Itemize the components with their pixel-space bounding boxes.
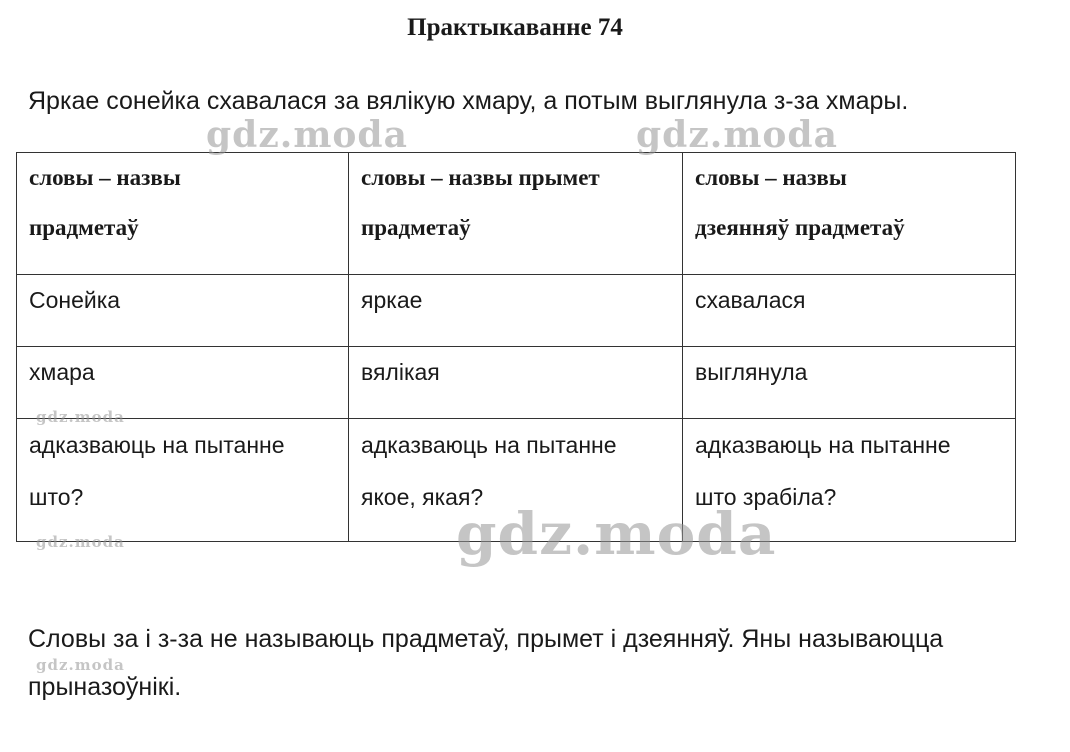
cell-text: адказваюць на пытанне <box>695 432 951 458</box>
cell-text: якое, якая? <box>361 484 484 510</box>
header-line: словы – назвы прымет <box>361 165 600 190</box>
header-line: прадметаў <box>361 215 471 240</box>
cell-text: яркае <box>361 287 423 313</box>
header-cell-adjectives <box>349 153 683 275</box>
watermark: gdz.moda <box>36 656 125 674</box>
table-cell <box>17 419 349 542</box>
cell-text: што? <box>29 484 84 510</box>
table-cell <box>683 419 1016 542</box>
table-row <box>17 419 1016 542</box>
header-line: дзеянняў прадметаў <box>695 215 905 240</box>
watermark: gdz.moda <box>636 114 838 156</box>
table-cell <box>17 275 349 347</box>
table-cell <box>349 419 683 542</box>
watermark: gdz.moda <box>36 408 125 426</box>
table-row <box>17 275 1016 347</box>
word-table <box>16 152 1016 542</box>
header-cell-verbs <box>683 153 1016 275</box>
header-cell-nouns <box>17 153 349 275</box>
table-cell <box>17 347 349 419</box>
watermark: gdz.moda <box>206 114 408 156</box>
table-cell <box>683 347 1016 419</box>
example-sentence: Яркае сонейка схавалася за вялікую хмару, а потым выглянула з-за хмары. <box>28 87 909 115</box>
watermark: gdz.moda <box>456 500 777 568</box>
watermark: gdz.moda <box>36 533 125 551</box>
conclusion-text: Словы за і з-за не называюць прадметаў, прымет і дзеянняў. Яны называюцца прыназоўнікі. <box>28 625 944 701</box>
cell-text: адказваюць на пытанне <box>29 432 285 458</box>
table-row <box>17 347 1016 419</box>
header-line: словы – назвы <box>29 165 181 190</box>
page-title: Практыкаванне 74 <box>407 14 623 41</box>
header-line: прадметаў <box>29 215 139 240</box>
table-header-row <box>17 153 1016 275</box>
cell-text: Сонейка <box>29 287 121 313</box>
table-cell <box>349 275 683 347</box>
cell-text: выглянула <box>695 359 808 385</box>
cell-text: схавалася <box>695 287 806 313</box>
cell-text: адказваюць на пытанне <box>361 432 617 458</box>
table-cell <box>683 275 1016 347</box>
table-cell <box>349 347 683 419</box>
cell-text: вялікая <box>361 359 440 385</box>
cell-text: хмара <box>29 359 95 385</box>
header-line: словы – назвы <box>695 165 847 190</box>
cell-text: што зрабіла? <box>695 484 837 510</box>
